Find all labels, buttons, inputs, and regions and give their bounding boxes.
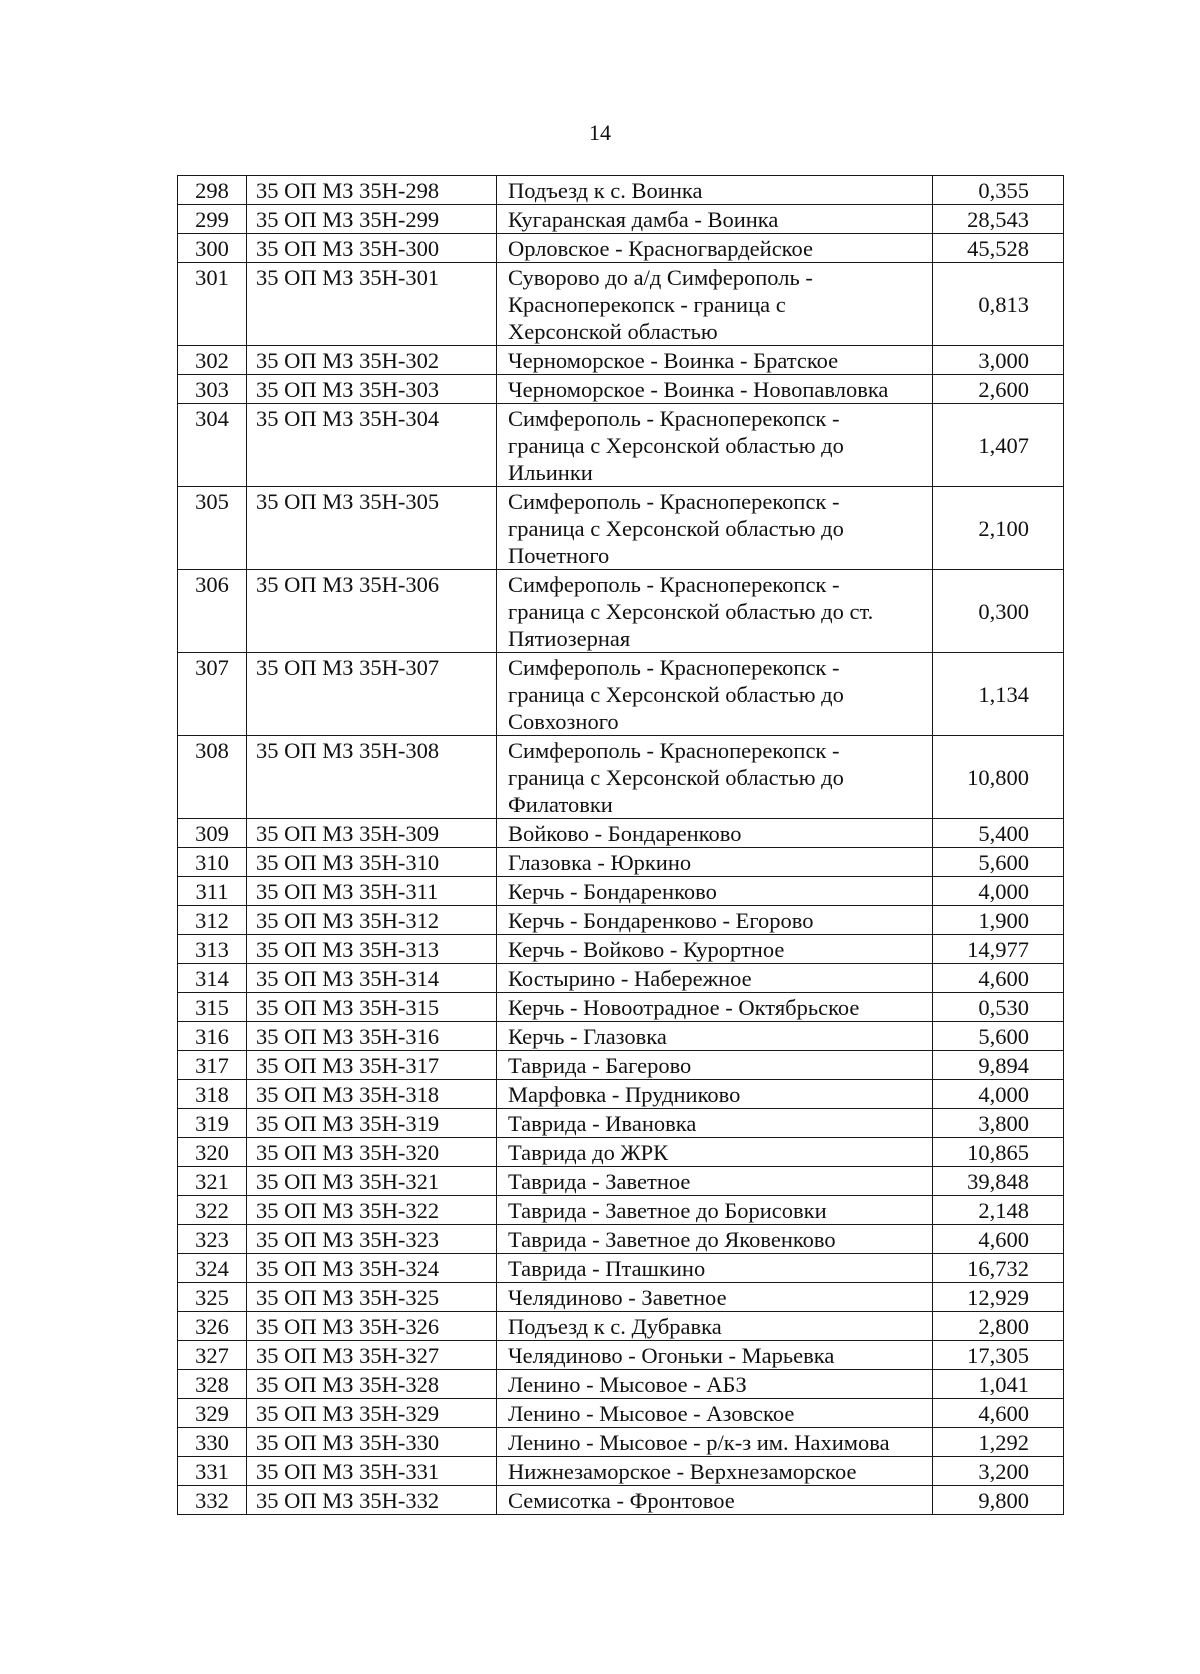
road-name-line: Симферополь - Красноперекопск - bbox=[508, 655, 840, 680]
road-code: 35 ОП МЗ 35Н-298 bbox=[247, 176, 497, 205]
road-name bbox=[497, 375, 933, 404]
table-row bbox=[178, 736, 1064, 819]
road-name-line: Орловское - Красногвардейское bbox=[508, 236, 813, 261]
road-name bbox=[497, 819, 933, 848]
road-name bbox=[497, 1022, 933, 1051]
table-row bbox=[178, 375, 1064, 404]
road-code: 35 ОП МЗ 35Н-324 bbox=[247, 1254, 497, 1283]
road-name-line: граница с Херсонской областью до bbox=[508, 516, 844, 541]
row-number: 312 bbox=[178, 906, 247, 935]
roads-table-body bbox=[178, 176, 1064, 1515]
road-name bbox=[497, 1167, 933, 1196]
road-name-line: Войково - Бондаренково bbox=[508, 821, 742, 846]
road-code: 35 ОП МЗ 35Н-318 bbox=[247, 1080, 497, 1109]
table-row bbox=[178, 205, 1064, 234]
road-code: 35 ОП МЗ 35Н-302 bbox=[247, 346, 497, 375]
road-name-line: Совхозного bbox=[508, 709, 619, 734]
row-number: 301 bbox=[178, 263, 247, 346]
table-row bbox=[178, 1254, 1064, 1283]
road-name-line: Подъезд к с. Воинка bbox=[508, 178, 703, 203]
road-code: 35 ОП МЗ 35Н-303 bbox=[247, 375, 497, 404]
road-name bbox=[497, 1254, 933, 1283]
road-name bbox=[497, 1399, 933, 1428]
road-length: 45,528 bbox=[933, 234, 1064, 263]
road-name bbox=[497, 964, 933, 993]
road-length: 4,000 bbox=[933, 1080, 1064, 1109]
road-code: 35 ОП МЗ 35Н-301 bbox=[247, 263, 497, 346]
road-name-line: Ленино - Мысовое - р/к-з им. Нахимова bbox=[508, 1430, 890, 1455]
road-code: 35 ОП МЗ 35Н-332 bbox=[247, 1486, 497, 1515]
road-name bbox=[497, 736, 933, 819]
road-length: 4,600 bbox=[933, 964, 1064, 993]
road-name-line: Марфовка - Прудниково bbox=[508, 1082, 741, 1107]
road-length: 16,732 bbox=[933, 1254, 1064, 1283]
table-row bbox=[178, 993, 1064, 1022]
row-number: 307 bbox=[178, 653, 247, 736]
table-row bbox=[178, 1051, 1064, 1080]
road-name bbox=[497, 1080, 933, 1109]
road-length: 1,134 bbox=[933, 653, 1064, 736]
row-number: 303 bbox=[178, 375, 247, 404]
row-number: 308 bbox=[178, 736, 247, 819]
road-name-line: граница с Херсонской областью до bbox=[508, 682, 844, 707]
road-length: 2,600 bbox=[933, 375, 1064, 404]
road-name bbox=[497, 404, 933, 487]
road-name bbox=[497, 346, 933, 375]
road-length: 0,813 bbox=[933, 263, 1064, 346]
road-name-line: Челядиново - Огоньки - Марьевка bbox=[508, 1343, 835, 1368]
road-length: 14,977 bbox=[933, 935, 1064, 964]
road-name-line: Черноморское - Воинка - Братское bbox=[508, 348, 839, 373]
road-length: 2,100 bbox=[933, 487, 1064, 570]
road-name-line: Подъезд к с. Дубравка bbox=[508, 1314, 722, 1339]
road-code: 35 ОП МЗ 35Н-326 bbox=[247, 1312, 497, 1341]
road-name-line: Керчь - Новоотрадное - Октябрьское bbox=[508, 995, 860, 1020]
road-name-line: Симферополь - Красноперекопск - bbox=[508, 489, 840, 514]
table-row bbox=[178, 819, 1064, 848]
table-row bbox=[178, 848, 1064, 877]
table-row bbox=[178, 1109, 1064, 1138]
road-name bbox=[497, 263, 933, 346]
road-code: 35 ОП МЗ 35Н-314 bbox=[247, 964, 497, 993]
roads-table bbox=[177, 175, 1064, 1515]
road-name-line: Таврида - Багерово bbox=[508, 1053, 692, 1078]
row-number: 298 bbox=[178, 176, 247, 205]
road-name-line: Ленино - Мысовое - Азовское bbox=[508, 1401, 795, 1426]
road-name bbox=[497, 1457, 933, 1486]
road-name-line: Таврида - Заветное до Яковенково bbox=[508, 1227, 836, 1252]
road-name bbox=[497, 1341, 933, 1370]
road-length: 12,929 bbox=[933, 1283, 1064, 1312]
road-code: 35 ОП МЗ 35Н-325 bbox=[247, 1283, 497, 1312]
page-number: 14 bbox=[589, 120, 611, 145]
row-number: 317 bbox=[178, 1051, 247, 1080]
road-code: 35 ОП МЗ 35Н-315 bbox=[247, 993, 497, 1022]
road-name-line: Глазовка - Юркино bbox=[508, 850, 692, 875]
road-name-line: Таврида - Заветное bbox=[508, 1169, 691, 1194]
table-row bbox=[178, 1225, 1064, 1254]
road-name-line: Симферополь - Красноперекопск - bbox=[508, 738, 840, 763]
road-length: 4,600 bbox=[933, 1225, 1064, 1254]
road-name-line: Нижнезаморское - Верхнезаморское bbox=[508, 1459, 857, 1484]
table-row bbox=[178, 1022, 1064, 1051]
road-length: 3,800 bbox=[933, 1109, 1064, 1138]
road-code: 35 ОП МЗ 35Н-311 bbox=[247, 877, 497, 906]
road-length: 1,041 bbox=[933, 1370, 1064, 1399]
road-code: 35 ОП МЗ 35Н-299 bbox=[247, 205, 497, 234]
table-row bbox=[178, 1457, 1064, 1486]
row-number: 332 bbox=[178, 1486, 247, 1515]
road-name bbox=[497, 848, 933, 877]
road-code: 35 ОП МЗ 35Н-317 bbox=[247, 1051, 497, 1080]
road-length: 10,800 bbox=[933, 736, 1064, 819]
table-row bbox=[178, 935, 1064, 964]
road-code: 35 ОП МЗ 35Н-316 bbox=[247, 1022, 497, 1051]
road-length: 9,800 bbox=[933, 1486, 1064, 1515]
road-name-line: Ленино - Мысовое - АБЗ bbox=[508, 1372, 747, 1397]
table-row bbox=[178, 176, 1064, 205]
road-name-line: Симферополь - Красноперекопск - bbox=[508, 572, 840, 597]
road-name bbox=[497, 487, 933, 570]
road-code: 35 ОП МЗ 35Н-300 bbox=[247, 234, 497, 263]
table-row bbox=[178, 1080, 1064, 1109]
road-code: 35 ОП МЗ 35Н-331 bbox=[247, 1457, 497, 1486]
row-number: 304 bbox=[178, 404, 247, 487]
road-code: 35 ОП МЗ 35Н-308 bbox=[247, 736, 497, 819]
road-name bbox=[497, 1312, 933, 1341]
road-name bbox=[497, 993, 933, 1022]
road-code: 35 ОП МЗ 35Н-319 bbox=[247, 1109, 497, 1138]
road-code: 35 ОП МЗ 35Н-304 bbox=[247, 404, 497, 487]
road-name bbox=[497, 653, 933, 736]
road-name bbox=[497, 234, 933, 263]
road-length: 1,407 bbox=[933, 404, 1064, 487]
road-code: 35 ОП МЗ 35Н-327 bbox=[247, 1341, 497, 1370]
table-row bbox=[178, 1341, 1064, 1370]
row-number: 331 bbox=[178, 1457, 247, 1486]
road-name-line: граница с Херсонской областью до bbox=[508, 765, 844, 790]
table-row bbox=[178, 1196, 1064, 1225]
road-name-line: Красноперекопск - граница с bbox=[508, 292, 786, 317]
road-length: 5,600 bbox=[933, 848, 1064, 877]
road-name-line: Костырино - Набережное bbox=[508, 966, 752, 991]
road-length: 2,800 bbox=[933, 1312, 1064, 1341]
row-number: 316 bbox=[178, 1022, 247, 1051]
table-row bbox=[178, 1312, 1064, 1341]
road-name-line: граница с Херсонской областью до bbox=[508, 433, 844, 458]
row-number: 322 bbox=[178, 1196, 247, 1225]
road-name-line: Таврида - Заветное до Борисовки bbox=[508, 1198, 827, 1223]
row-number: 313 bbox=[178, 935, 247, 964]
road-length: 4,000 bbox=[933, 877, 1064, 906]
row-number: 327 bbox=[178, 1341, 247, 1370]
row-number: 302 bbox=[178, 346, 247, 375]
row-number: 310 bbox=[178, 848, 247, 877]
table-row bbox=[178, 1283, 1064, 1312]
road-length: 2,148 bbox=[933, 1196, 1064, 1225]
row-number: 319 bbox=[178, 1109, 247, 1138]
road-length: 3,200 bbox=[933, 1457, 1064, 1486]
road-name-line: Таврида - Ивановка bbox=[508, 1111, 697, 1136]
row-number: 305 bbox=[178, 487, 247, 570]
road-name-line: Семисотка - Фронтовое bbox=[508, 1488, 735, 1513]
table-row bbox=[178, 1167, 1064, 1196]
road-name-line: Пятиозерная bbox=[508, 626, 631, 651]
road-code: 35 ОП МЗ 35Н-307 bbox=[247, 653, 497, 736]
road-length: 10,865 bbox=[933, 1138, 1064, 1167]
road-name-line: Суворово до а/д Симферополь - bbox=[508, 265, 813, 290]
row-number: 325 bbox=[178, 1283, 247, 1312]
row-number: 300 bbox=[178, 234, 247, 263]
road-name-line: Ильинки bbox=[508, 460, 593, 485]
road-name bbox=[497, 1486, 933, 1515]
road-code: 35 ОП МЗ 35Н-329 bbox=[247, 1399, 497, 1428]
road-name bbox=[497, 1370, 933, 1399]
road-code: 35 ОП МЗ 35Н-313 bbox=[247, 935, 497, 964]
road-name bbox=[497, 570, 933, 653]
road-name bbox=[497, 205, 933, 234]
road-code: 35 ОП МЗ 35Н-322 bbox=[247, 1196, 497, 1225]
road-name bbox=[497, 1428, 933, 1457]
road-length: 0,300 bbox=[933, 570, 1064, 653]
table-row bbox=[178, 1138, 1064, 1167]
road-length: 28,543 bbox=[933, 205, 1064, 234]
road-name-line: граница с Херсонской областью до ст. bbox=[508, 599, 874, 624]
table-row bbox=[178, 404, 1064, 487]
road-name-line: Херсонской областью bbox=[508, 319, 718, 344]
table-row bbox=[178, 570, 1064, 653]
table-row bbox=[178, 1486, 1064, 1515]
row-number: 321 bbox=[178, 1167, 247, 1196]
road-name bbox=[497, 1051, 933, 1080]
road-length: 4,600 bbox=[933, 1399, 1064, 1428]
road-code: 35 ОП МЗ 35Н-309 bbox=[247, 819, 497, 848]
road-length: 3,000 bbox=[933, 346, 1064, 375]
table-row bbox=[178, 964, 1064, 993]
table-row bbox=[178, 1399, 1064, 1428]
road-code: 35 ОП МЗ 35Н-323 bbox=[247, 1225, 497, 1254]
row-number: 309 bbox=[178, 819, 247, 848]
row-number: 318 bbox=[178, 1080, 247, 1109]
road-length: 1,900 bbox=[933, 906, 1064, 935]
table-row bbox=[178, 234, 1064, 263]
road-code: 35 ОП МЗ 35Н-310 bbox=[247, 848, 497, 877]
road-length: 5,400 bbox=[933, 819, 1064, 848]
table-row bbox=[178, 1370, 1064, 1399]
row-number: 330 bbox=[178, 1428, 247, 1457]
road-name-line: Керчь - Глазовка bbox=[508, 1024, 667, 1049]
road-length: 17,305 bbox=[933, 1341, 1064, 1370]
road-length: 5,600 bbox=[933, 1022, 1064, 1051]
road-code: 35 ОП МЗ 35Н-306 bbox=[247, 570, 497, 653]
road-name bbox=[497, 935, 933, 964]
road-code: 35 ОП МЗ 35Н-312 bbox=[247, 906, 497, 935]
road-name-line: Филатовки bbox=[508, 792, 613, 817]
road-length: 9,894 bbox=[933, 1051, 1064, 1080]
table-row bbox=[178, 653, 1064, 736]
row-number: 299 bbox=[178, 205, 247, 234]
road-name bbox=[497, 877, 933, 906]
road-code: 35 ОП МЗ 35Н-321 bbox=[247, 1167, 497, 1196]
road-code: 35 ОП МЗ 35Н-305 bbox=[247, 487, 497, 570]
road-name-line: Почетного bbox=[508, 543, 610, 568]
road-name bbox=[497, 176, 933, 205]
road-name-line: Таврида до ЖРК bbox=[508, 1140, 669, 1165]
table-row bbox=[178, 346, 1064, 375]
road-code: 35 ОП МЗ 35Н-320 bbox=[247, 1138, 497, 1167]
row-number: 328 bbox=[178, 1370, 247, 1399]
table-row bbox=[178, 487, 1064, 570]
row-number: 306 bbox=[178, 570, 247, 653]
road-code: 35 ОП МЗ 35Н-330 bbox=[247, 1428, 497, 1457]
road-name bbox=[497, 906, 933, 935]
road-name-line: Керчь - Бондаренково bbox=[508, 879, 717, 904]
road-name bbox=[497, 1109, 933, 1138]
row-number: 324 bbox=[178, 1254, 247, 1283]
road-length: 0,530 bbox=[933, 993, 1064, 1022]
road-name-line: Таврида - Пташкино bbox=[508, 1256, 706, 1281]
row-number: 314 bbox=[178, 964, 247, 993]
road-name-line: Челядиново - Заветное bbox=[508, 1285, 727, 1310]
road-name-line: Симферополь - Красноперекопск - bbox=[508, 406, 840, 431]
road-length: 0,355 bbox=[933, 176, 1064, 205]
road-name-line: Черноморское - Воинка - Новопавловка bbox=[508, 377, 889, 402]
road-length: 1,292 bbox=[933, 1428, 1064, 1457]
row-number: 329 bbox=[178, 1399, 247, 1428]
road-name bbox=[497, 1196, 933, 1225]
row-number: 311 bbox=[178, 877, 247, 906]
road-code: 35 ОП МЗ 35Н-328 bbox=[247, 1370, 497, 1399]
row-number: 320 bbox=[178, 1138, 247, 1167]
table-row bbox=[178, 263, 1064, 346]
table-row bbox=[178, 906, 1064, 935]
row-number: 323 bbox=[178, 1225, 247, 1254]
table-row bbox=[178, 1428, 1064, 1457]
row-number: 315 bbox=[178, 993, 247, 1022]
road-name-line: Кугаранская дамба - Воинка bbox=[508, 207, 779, 232]
road-name bbox=[497, 1225, 933, 1254]
road-name-line: Керчь - Войково - Курортное bbox=[508, 937, 785, 962]
road-name bbox=[497, 1283, 933, 1312]
row-number: 326 bbox=[178, 1312, 247, 1341]
road-name-line: Керчь - Бондаренково - Егорово bbox=[508, 908, 814, 933]
table-row bbox=[178, 877, 1064, 906]
road-length: 39,848 bbox=[933, 1167, 1064, 1196]
road-name bbox=[497, 1138, 933, 1167]
